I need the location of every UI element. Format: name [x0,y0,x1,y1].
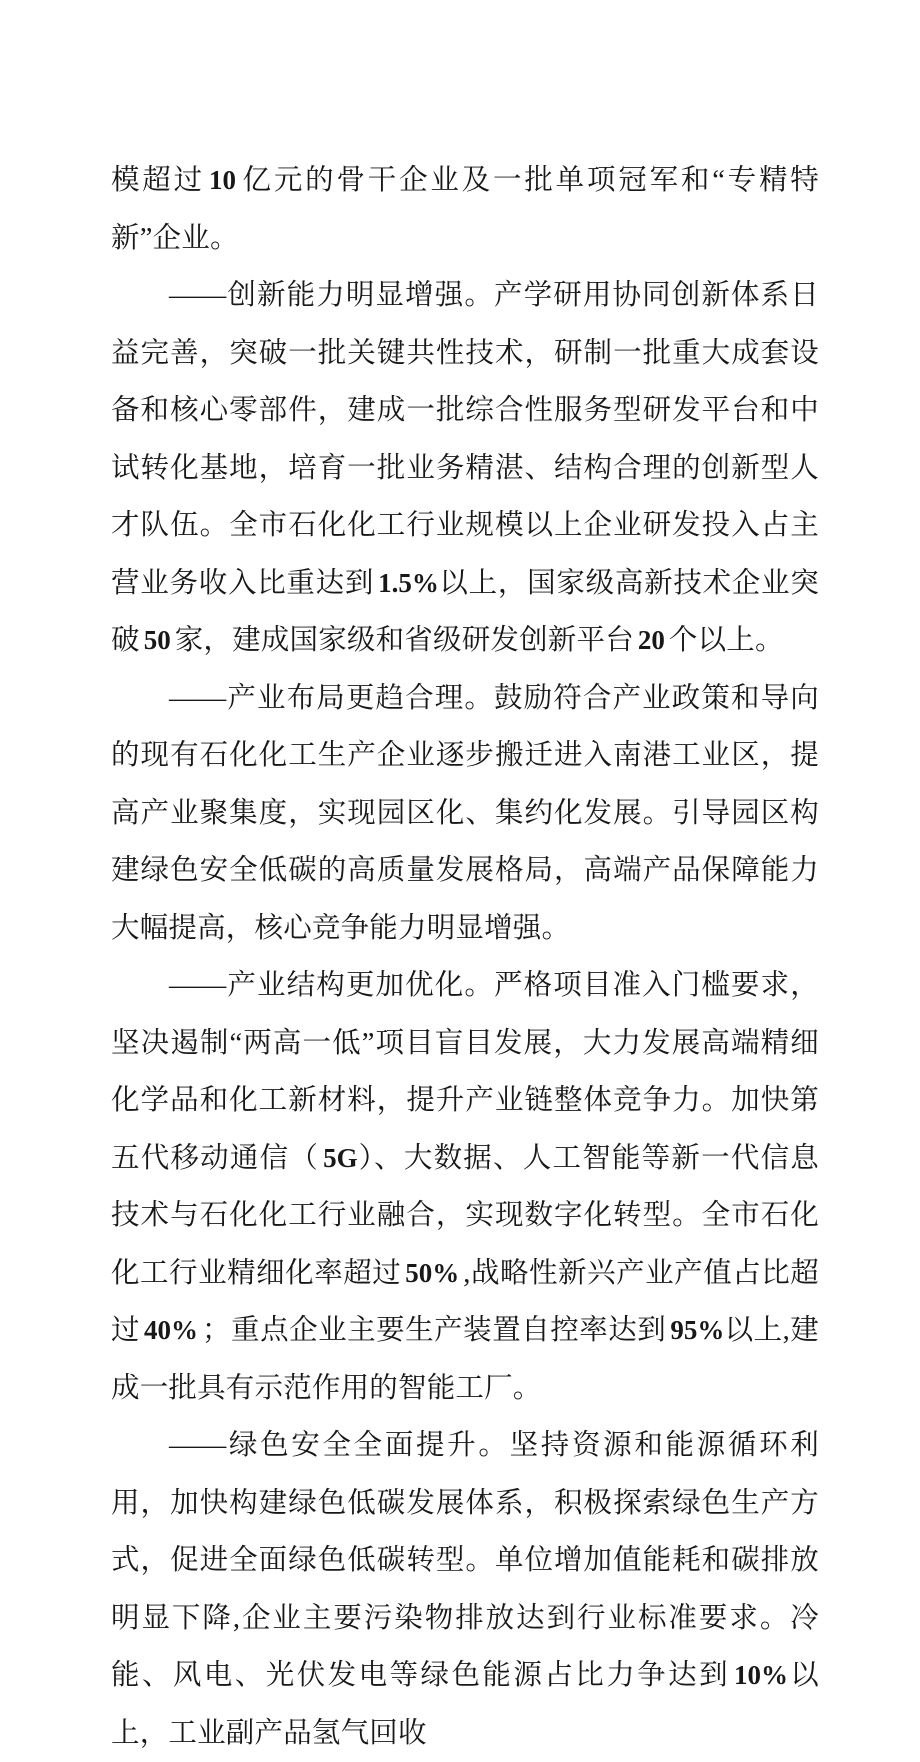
text-run: 模超过 [111,165,205,196]
numeric-value: 40% [144,1315,199,1345]
text-run: 以上，工业副产品氢气回收 [111,1660,819,1749]
paragraph [111,152,819,267]
text-run: 个以上。 [668,625,784,656]
document-text-body [111,152,819,1762]
paragraph [111,1417,819,1762]
numeric-value: 50% [405,1257,460,1288]
paragraph [111,670,819,958]
numeric-value: 95% [670,1315,725,1345]
text-run: 以上，国家级高新技术企业突破 [111,567,819,656]
numeric-value: 10 [208,165,236,195]
numeric-value: 10% [734,1660,789,1690]
text-run: ）、大数据、人工智能等新一代信息技术与石化化工行业融合，实现数字化转型。全市石化化工行业精细化率超过 [111,1142,819,1289]
text-run: ——产业布局更趋合理。鼓励符合产业政策和导向的现有石化化工生产企业逐步搬迁进入南港工业区，提高产业聚集度，实现园区化、集约化发展。引导园区构建绿色安全低碳的高质量发展格局，高端产品保障能力大幅提高，核心竞争能力明显增强。 [111,682,819,944]
numeric-value: 5G [323,1142,358,1173]
text-run: 以上,建成一批具有示范作用的智能工厂。 [111,1315,820,1404]
numeric-value: 1.5% [378,567,439,598]
numeric-value: 20 [637,625,665,655]
paragraph [111,957,819,1417]
text-run: ——绿色安全全面提升。坚持资源和能源循环利用，加快构建绿色低碳发展体系，积极探索绿色生产方式，促进全面绿色低碳转型。单位增加值能耗和碳排放明显下降,企业主要污染物排放达到行业标准要求。冷能、风电、光伏发电等绿色能源占比力争达到 [111,1430,819,1691]
text-run: ——创新能力明显增强。产学研用协同创新体系日益完善，突破一批关键共性技术，研制一批重大成套设备和核心零部件，建成一批综合性服务型研发平台和中试转化基地，培育一批业务精湛、结构合理的创新型人才队伍。全市石化化工行业规模以上企业研发投入占主营业务收入比重达到 [111,280,819,599]
text-run: 家，建成国家级和省级研发创新平台 [174,625,634,656]
text-run: ；重点企业主要生产装置自控率达到 [202,1315,667,1346]
paragraph [111,267,819,670]
numeric-value: 50 [143,625,171,655]
text-run: ,战略性新兴产业产值占比超过 [111,1257,819,1346]
text-run: ——产业结构更加优化。严格项目准入门槛要求，坚决遏制“两高一低”项目盲目发展，大力发展高端精细化学品和化工新材料，提升产业链整体竞争力。加快第五代移动通信（ [111,970,819,1174]
text-run: 亿元的骨干企业及一批单项冠军和“专精特新”企业。 [111,165,819,254]
